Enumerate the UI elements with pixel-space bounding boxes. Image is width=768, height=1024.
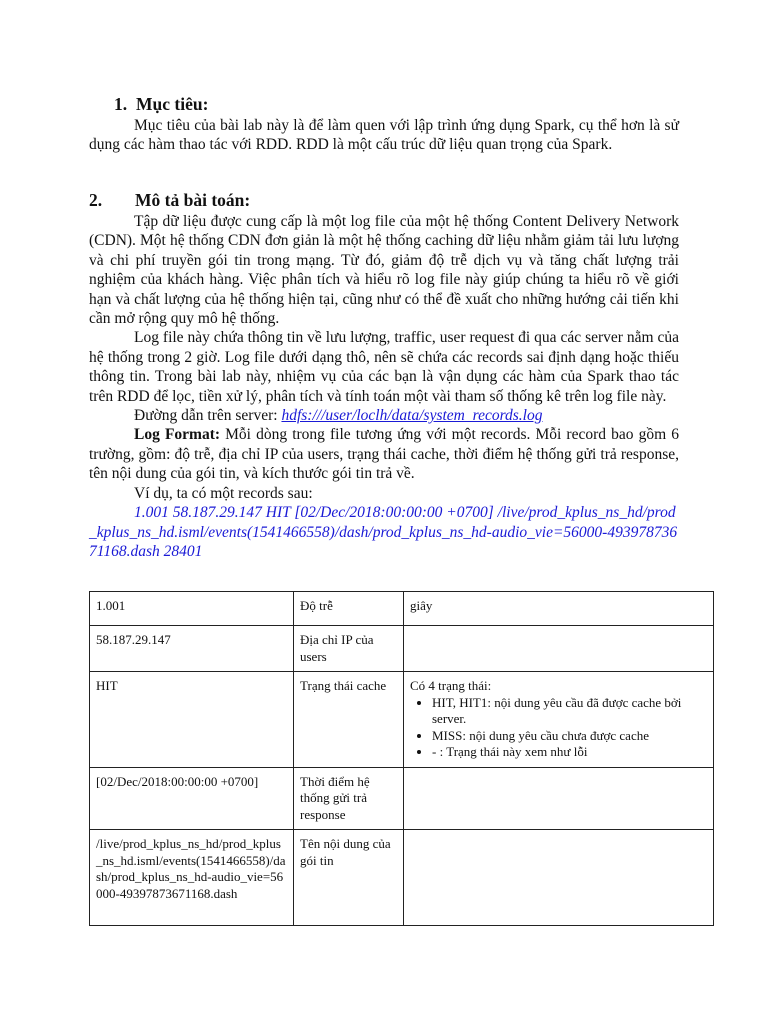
list-item: • - : Trạng thái này xem như lỗi (432, 744, 707, 761)
example-record: 1.001 58.187.29.147 HIT [02/Dec/2018:00:00:00 +0700] /live/prod_kplus_ns_hd/prod_kplus_ns_hd.isml/events(1541466558)/dash/prod_kplus_ns_hd-audio_vie=56000-49397873671168.dash 28401 (89, 504, 678, 560)
table-cell-desc (404, 830, 714, 926)
section-1-number: 1. (114, 94, 128, 114)
list-item: • HIT, HIT1: nội dung yêu cầu đã được cache bởi server. (432, 695, 707, 728)
log-format-label: Log Format: (134, 426, 221, 444)
table-row (90, 767, 714, 830)
table-cell-value: 58.187.29.147 (90, 626, 294, 672)
server-path-link[interactable]: hdfs:///user/loclh/data/system_records.log (281, 407, 543, 425)
section-2-heading (89, 190, 389, 214)
table-cell-desc (404, 626, 714, 672)
section-1-body (89, 116, 679, 155)
log-format-paragraph (89, 425, 679, 483)
table-cell-value: /live/prod_kplus_ns_hd/prod_kplus_ns_hd.isml/events(1541466558)/dash/prod_kplus_ns_hd-audio_vie=56000-49397873671168.dash (90, 830, 294, 926)
table-cell-field: Thời điểm hệ thống gửi trả response (294, 767, 404, 830)
description-paragraph-1: Tập dữ liệu được cung cấp là một log file của một hệ thống Content Delivery Network (CDN). Một hệ thống CDN đơn giản là một hệ thống caching dữ liệu nhằm giảm tải lưu lượng và chi phí truyền gói tin trong mạng. Từ đó, giảm độ trễ dịch vụ và tăng chất lượng trải nghiệm của khách hàng. Việc phân tích và hiểu rõ log file này giúp chúng ta hiểu rõ về giới hạn và chất lượng của hệ thống hiện tại, cũng như có thể đề xuất cho những hướng cải tiến khi cần mở rộng quy mô hệ thống. (89, 213, 679, 328)
server-path-line (89, 406, 679, 425)
table-cell-field: Trạng thái cache (294, 672, 404, 768)
record-fields-table (89, 591, 714, 926)
table-cell-field: Địa chỉ IP của users (294, 626, 404, 672)
table-cell-value: 1.001 (90, 592, 294, 626)
table-cell-desc: giây (404, 592, 714, 626)
cache-states-intro: Có 4 trạng thái: (410, 678, 492, 693)
section-2-number: 2. (89, 190, 103, 210)
table-row (90, 830, 714, 926)
table-cell-field: Độ trễ (294, 592, 404, 626)
cache-states-list (410, 695, 707, 761)
table-cell-value: HIT (90, 672, 294, 768)
section-1-paragraph: Mục tiêu của bài lab này là để làm quen với lập trình ứng dụng Spark, cụ thể hơn là sử dụng các hàm thao tác với RDD. RDD là một cấu trúc dữ liệu quan trọng của Spark. (89, 117, 679, 154)
example-intro: Ví dụ, ta có một records sau: (134, 484, 313, 502)
table-row (90, 626, 714, 672)
section-2-title: Mô tả bài toán: (135, 190, 251, 210)
section-2-body (89, 212, 679, 561)
server-path-label: Đường dẫn trên server: (134, 407, 282, 425)
table-cell-field: Tên nội dung của gói tin (294, 830, 404, 926)
table-cell-value: [02/Dec/2018:00:00:00 +0700] (90, 767, 294, 830)
table-cell-desc (404, 767, 714, 830)
table-row (90, 592, 714, 626)
description-paragraph-2: Log file này chứa thông tin về lưu lượng, traffic, user request đi qua các server nằm của hệ thống trong 2 giờ. Log file dưới dạng thô, nên sẽ chứa các records sai định dạng hoặc thiếu thông tin. Trong bài lab này, nhiệm vụ của các bạn là vận dụng các hàm của Spark thao tác trên RDD để lọc, tiền xử lý, phân tích và tính toán một vài tham số thống kê trên log file này. (89, 329, 679, 405)
list-item: • MISS: nội dung yêu cầu chưa được cache (432, 728, 707, 745)
table-cell-desc (404, 672, 714, 768)
table-row (90, 672, 714, 768)
log-format-text: Mỗi dòng trong file tương ứng với một records. Mỗi record bao gồm 6 trường, gồm: độ trễ, địa chỉ IP của users, trạng thái cache, thời điểm hệ thống gửi trả response, tên nội dung của gói tin, và kích thước gói tin trả về. (89, 426, 679, 483)
section-1-heading (114, 94, 414, 118)
section-1-title: Mục tiêu: (136, 94, 209, 114)
